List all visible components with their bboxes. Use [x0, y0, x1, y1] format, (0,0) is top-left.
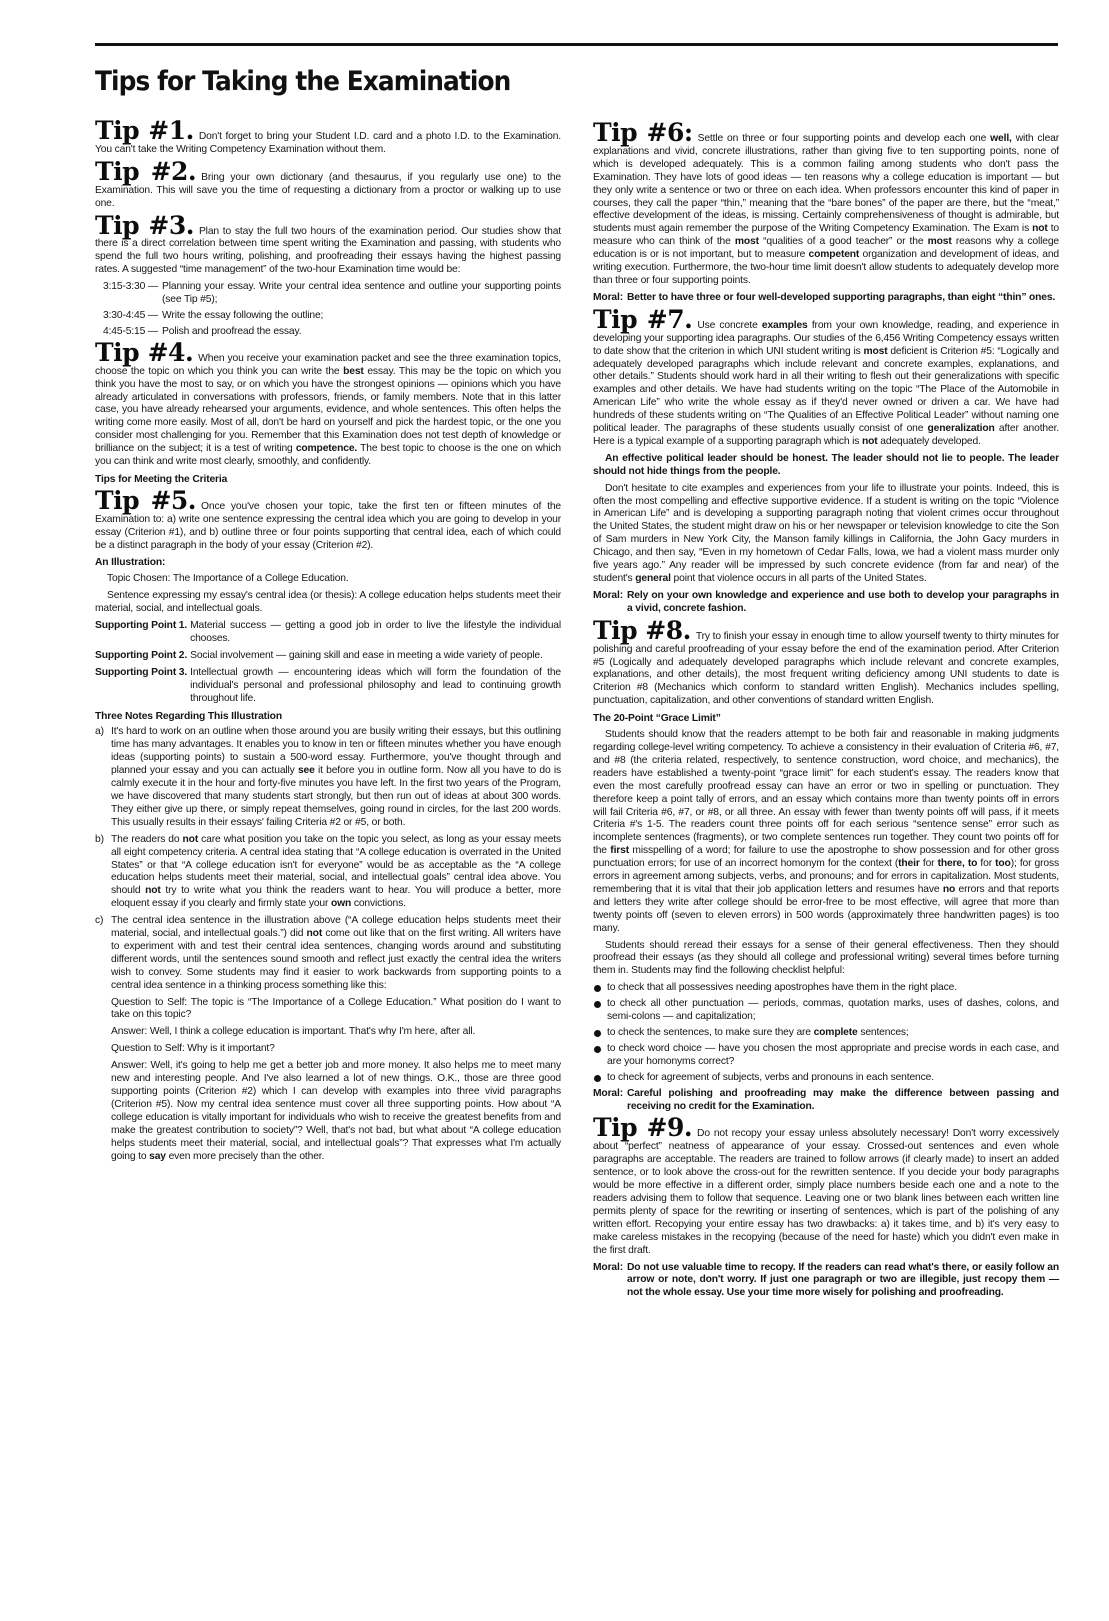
supporting-point-label: Supporting Point 3. [95, 666, 188, 678]
tip-paragraph [593, 615, 1059, 708]
bullet-icon [594, 1001, 601, 1008]
moral-text: Rely on your own knowledge and experience and use both to develop your paragraphs in a vivid, concrete fashion. [627, 589, 1059, 614]
bullet-icon [594, 985, 601, 992]
checklist-text [607, 982, 1059, 995]
checklist-item [593, 1027, 1059, 1040]
schedule-time: 3:15-3:30 — [103, 281, 159, 293]
text-run: Don't hesitate to cite examples and experiences from your life to illustrate your points. Indeed, this is often the most compelling and effective supportive evidence. If a student is writing on the topic “Violence in American Life” and is developing a supporting paragraph noting that violent crimes occur throughout the United States, the student might draw on his or her newspaper or television knowledge to cite the Son of Sam murders in New York City, the Manson family killings in California, the John Gacy murders in Chicago, and then say, “Even in my hometown of Cedar Falls, Iowa, we had a violent mass murder only five years ago.” Any reader will be impressed by such concrete evidence (from far and near) of the student's [593, 482, 1059, 584]
bold-text: most [863, 345, 888, 357]
tip-number-heading: Tip #7. [593, 304, 693, 334]
supporting-point [95, 667, 561, 706]
text-run: Answer: Well, I think a college education is important. That's why I'm here, after all. [111, 1026, 476, 1038]
moral-text: Do not use valuable time to recopy. If the readers can read what's there, or easily follow an arrow or note, don't worry. If just one paragraph or two are illegible, just recopy them — not the whole essay. Use your time more wisely for polishing and proofreading. [627, 1261, 1059, 1299]
moral-label: Moral: [593, 589, 623, 601]
text-run: to check the sentences, to make sure they are [607, 1027, 814, 1038]
text-run: Topic Chosen: The Importance of a College Education. [107, 573, 349, 585]
section-heading: Three Notes Regarding This Illustration [95, 710, 282, 722]
paragraph [593, 729, 1059, 936]
bold-text: general [635, 573, 671, 584]
bold-text: generalization [927, 423, 995, 435]
note-item [95, 915, 561, 992]
note-letter: b) [95, 833, 104, 845]
bullet-icon [594, 1075, 601, 1082]
question-answer [111, 997, 561, 1023]
text-run: Don't forget to bring your Student I.D. card and a photo I.D. to the Examination. You can't take the Writing Competency Examination without them. [95, 131, 561, 155]
moral [593, 1262, 1059, 1301]
tip-paragraph [95, 210, 561, 278]
text-run: Try to finish your essay in enough time to allow yourself twenty to thirty minutes for polishing and careful proofreading of your essay before the end of the examination period. After Criterion #5 (Logically and adequately developed paragraphs which include relevant and concrete examples, explanations, and other details), the most frequent writing deficiency among UNI students to date is Criterion #8 (Mechanics which conform to standard written English). Mechanics includes spelling, punctuation, capitalization, and other conventions of standard written English. [593, 630, 1059, 707]
tip-number-heading: Tip #4. [95, 337, 194, 367]
section-heading: The 20-Point “Grace Limit” [593, 713, 721, 725]
text-run: come out like that on the first writing. All writers have to experiment with and test their central idea sentences, changing words around and substituting different words, until the sentences sound smooth and reflect just exactly the central idea the writers wish to convey. Some students may find it easier to work backwards from supporting points to a central idea sentence in a thinking process something like this: [111, 928, 561, 991]
bold-text: complete [813, 1027, 858, 1038]
note-text [111, 726, 561, 829]
text-run: misspelling of a word; for failure to use the apostrophe to show possession and for other gross punctuation errors; for use of an incorrect homonym for the context ( [593, 845, 1059, 870]
tip-number-heading: Tip #2. [95, 156, 197, 186]
schedule-task: Planning your essay. Write your central idea sentence and outline your supporting points (see Tip #5); [162, 281, 561, 306]
checklist-text [607, 998, 1059, 1024]
bold-text: best [343, 365, 364, 377]
bold-text: there, to [937, 858, 978, 870]
text-run: Settle on three or four supporting points and develop each one [697, 133, 991, 144]
text-run: It's hard to work on an outline when those around you are busily writing their essays, but this outlining time has many advantages. It enables you to know in ten or fifteen minutes whether you have enough ideas (supporting points) to sustain a 500-word essay. Furthermore, you've thought through and planned your essay and you can actually [111, 726, 561, 777]
tip-number-heading: Tip #9. [593, 1113, 693, 1143]
tip-number-heading: Tip #3. [95, 210, 194, 240]
text-run: to check all other punctuation — periods, commas, quotation marks, uses of dashes, colons, and semi-colons — and capitalization; [607, 998, 1059, 1023]
bold-text: say [149, 1150, 166, 1162]
tip-number-heading: Tip #8. [593, 615, 691, 645]
text-run: try to write what you think the readers want to hear. You will produce a better, more eloquent essay if you clearly and firmly state your [111, 885, 561, 910]
bullet-icon [594, 1030, 601, 1037]
tip-paragraph [95, 156, 561, 211]
moral-text: Better to have three or four well-developed supporting paragraphs, than eight “thin” ones. [627, 291, 1056, 303]
tip-paragraph [95, 485, 561, 553]
paragraph [593, 483, 1059, 586]
bold-text: not [1032, 223, 1048, 235]
supporting-point-label: Supporting Point 1. [95, 620, 188, 632]
tip-paragraph [95, 337, 561, 469]
text-run: The readers do [111, 833, 183, 845]
text-run: Sentence expressing my essay's central idea (or thesis): A college education helps students meet their material, social, and intellectual goals. [95, 590, 561, 615]
moral-label: Moral: [593, 1261, 623, 1273]
checklist-item [593, 1043, 1059, 1069]
supporting-point-text: Intellectual growth — encountering ideas which will form the foundation of the individual's personal and professional philosophy and lead to continuing growth throughout life. [190, 666, 561, 704]
bold-text: no [942, 883, 956, 895]
checklist-text [607, 1072, 1059, 1085]
question-answer [111, 1026, 561, 1039]
text-run: Students should know that the readers attempt to be both fair and reasonable in making judgments regarding college-level writing competency. To achieve a consistency in their evaluation of Criteria #6, #7, and #8 (the criteria related, respectively, to sentence construction, word choice, and mechanics), the readers have established a twenty-point “grace limit” for each student's essay. The readers know that even the most carefully proofread essay can have an error or two in spelling or punctuation. They therefore keep a point tally of errors, and an essay which contains more than twenty points off in errors will fail Criteria #6, #7, or #8, or all three. An essay with fewer than twenty points off will pass, if it meets Criteria #'s 1-5. The readers count three points off for each serious “sentence sense” error such as incomplete sentences (fragments), or two complete sentences run together. They count two points off for the [593, 729, 1059, 857]
checklist-text [607, 1043, 1059, 1069]
tip-paragraph [593, 304, 1059, 449]
text-run: “qualities of a good teacher” or the [758, 236, 928, 248]
bold-text: well, [990, 133, 1012, 144]
schedule-task: Write the essay following the outline; [162, 309, 324, 321]
text-run: from your own knowledge, reading, and experience in developing your supporting idea paragraphs. Our studies of the 6,456 Writing Competency essays written to date show that the criterion in which UNI student writing is [593, 319, 1059, 357]
text-run: Bring your own dictionary (and thesaurus, if you regularly use one) to the Examination. This will save you the time of requesting a dictionary from a proctor or walking up to use one. [95, 171, 561, 209]
bullet-icon [594, 1046, 601, 1053]
bold-text: most [734, 236, 759, 248]
text-run: The central idea sentence in the illustration above (“A college education helps students meet their material, social, and intellectual goals.”) did [111, 915, 561, 940]
tip-paragraph [95, 116, 561, 157]
tip-number-heading: Tip #6: [593, 118, 693, 147]
moral-label: Moral: [593, 291, 623, 303]
text-run: ); for gross errors in agreement among subjects, verbs, and pronouns; and for errors in capitalization. Most students, remembering that it is vital that their job application letters and resumes have [593, 858, 1059, 895]
schedule-time: 3:30-4:45 — [103, 309, 159, 321]
checklist-item [593, 998, 1059, 1024]
section-heading: An Illustration: [95, 557, 166, 569]
bold-text: not [145, 885, 161, 897]
text-run: with clear explanations and vivid, concrete illustrations, rather than giving five to ten supporting points, none of which is developed adequately. This is a common failing among students who don't pass the Examination. They have lots of good ideas — ten reasons why a college education is important — but they only write a sentence or two or three on each idea. When professors encounter this kind of paper in courses, they call the paper “thin,” meaning that the “bare bones” of the paper are there, but the “meat,” effective development of the ideas, is missing. Certainly comprehensiveness of thought is admirable, but students must again remember the purpose of the Writing Competency Examination. The Exam is [593, 133, 1060, 235]
schedule-task: Polish and proofread the essay. [162, 325, 302, 337]
bold-text: see [297, 765, 315, 777]
question-answer [111, 1060, 561, 1163]
question-answer [111, 1043, 561, 1056]
text-run: even more precisely than the other. [165, 1150, 325, 1162]
moral-label: Moral: [593, 1087, 623, 1099]
text-run: Plan to stay the full two hours of the examination period. Our studies show that there is a direct correlation between time spent writing the Examination and passing, with students who spend the full two hours writing, polishing, and proofreading their essays having the highest passing rates. A suggested “time management” of the two-hour Examination time would be: [95, 225, 561, 276]
tip-paragraph [593, 118, 1060, 288]
text-run: Students should reread their essays for a sense of their general effectiveness. Then they should proofread their essays (as they should all college and professional writing) several times before turning them in. Students may find the following checklist helpful: [593, 939, 1059, 977]
bold-text: not [182, 833, 199, 845]
note-text [111, 834, 561, 911]
text-run: Once you've chosen your topic, take the first ten or fifteen minutes of the Examination to: a) write one sentence expressing the central idea which you are going to develop in your essay (Criterion #1), and b) outline three or four points supporting that central idea, each of which could be a distinct paragraph in the body of your essay (Criterion #2). [95, 500, 561, 551]
text-run: Question to Self: Why is it important? [111, 1043, 275, 1055]
supporting-point-text: Material success — getting a good job in order to live the lifestyle the individual chooses. [190, 620, 561, 644]
paragraph [95, 590, 561, 616]
text-run: An effective political leader should be honest. The leader should not lie to people. The leader should not hide things from the people. [593, 452, 1059, 477]
checklist-item [593, 1072, 1059, 1085]
moral [593, 1088, 1059, 1114]
text-run: reasons why a college education is or is not important, but to measure [593, 236, 1060, 261]
bold-text: first [610, 845, 629, 857]
text-run: deficient is Criterion #5: “Logically and adequately developed paragraphs which include relevant and concrete examples, explanations, and other details.” Students should work hard in all their writing to flesh out their generalizations with specific examples and other details. We have had students writing on the topic “The Place of the Automobile in American Life” who write the whole essay as if they'd never owned or driven a car. We have had hundreds of these students writing on “The Qualities of an Effective Political Leader” without naming one political leader. The paragraphs of these students usually consist of one [593, 345, 1059, 435]
page-title: Tips for Taking the Examination [95, 66, 511, 97]
text-run: convictions. [351, 898, 406, 910]
schedule-time: 4:45-5:15 — [103, 325, 159, 337]
text-run: after another. Here is a typical example of a supporting paragraph which is [593, 423, 1059, 447]
bold-text: their [898, 858, 920, 870]
bold-text: not [862, 435, 878, 447]
text-run: Question to Self: The topic is “The Importance of a College Education.” What position do I want to take on this topic? [111, 996, 561, 1021]
text-run: Answer: Well, it's going to help me get a better job and more money. It also helps me to meet many new and interesting people. And I've also learned a lot of new things. O.K., those are three good supporting points (Criterion #2) which I can develop with examples into three vivid paragraphs (Criterion #5). Now my central idea sentence must cover all three supporting points. How about “A college education is vitally important for individuals who wish to receive the greatest benefits from and make the greatest contribution to society”? Well, that's not bad, but what about “A college education helps students meet their material, social, and intellectual goals”? That expresses what I'm actually going to [111, 1060, 561, 1162]
bold-text: most [927, 236, 952, 248]
text-run: essay. This may be the topic on which you think you have the most to say, or on which you have the strongest opinions — opinions which you have already articulated in conversations with professors, friends, or family members. Note that in this latter case, you have already rehearsed your arguments, evidence, and whole sentences. This often helps the writing come more easily. Most of all, don't be hard on yourself and pick the hardest topic, or the one you consider most challenging for you. Remember that this Examination does not test depth of knowledge or brilliance on the subject; it is a test of writing [95, 365, 561, 455]
left-column [95, 116, 561, 1167]
supporting-point-label: Supporting Point 2. [95, 649, 188, 661]
paragraph [593, 940, 1059, 979]
schedule-row [103, 310, 561, 323]
paragraph [95, 573, 561, 586]
text-run: Use concrete [697, 319, 762, 331]
supporting-point [95, 620, 561, 646]
checklist-item [593, 982, 1059, 995]
note-text [111, 915, 561, 992]
schedule-row [103, 281, 561, 307]
text-run: When you receive your examination packet and see the three examination topics, choose the topic on which you think you can write the [95, 352, 561, 377]
supporting-point [95, 650, 561, 663]
note-item [95, 834, 561, 911]
text-run: to check that all possessives needing apostrophes have them in the right place. [607, 982, 957, 994]
note-item [95, 726, 561, 829]
paragraph [593, 453, 1059, 479]
text-run: to check word choice — have you chosen the most appropriate and precise words in each case, and are your homonyms correct? [607, 1042, 1059, 1067]
moral [593, 590, 1059, 616]
text-run: sentences; [857, 1027, 909, 1038]
note-letter: c) [95, 915, 104, 927]
text-run: for [919, 858, 938, 870]
text-run: organization and development of ideas, and writing execution. Furthermore, the two-hour time limit doesn't allow students to adequately develop more than three or four supporting points. [593, 249, 1059, 286]
tip-number-heading: Tip #1. [95, 116, 194, 145]
top-rule [95, 43, 1058, 46]
schedule-row [103, 326, 561, 339]
text-run: care what position you take on the topic you select, as long as your essay meets all eight competency criteria. A central idea stating that “A college education is overrated in the United States” or that “A college education isn't for everyone” would be as acceptable as the “A college education helps students meet their material, social, and intellectual goals” central idea above. You should [111, 833, 561, 897]
bold-text: own [330, 898, 352, 910]
text-run: point that violence occurs in all parts of the United States. [670, 573, 927, 584]
text-run: to check for agreement of subjects, verbs and pronouns in each sentence. [607, 1071, 934, 1083]
bold-text: competent [808, 249, 860, 261]
text-run: errors and that reports and letters they write after college should be error-free to be most effective, will agree that more than twenty points off (seven to eleven errors) in 500 words (approximately three handwritten pages) is too many. [593, 883, 1060, 934]
text-run: to measure who can think of the [593, 223, 1059, 248]
text-run: Do not recopy your essay unless absolutely necessary! Don't worry excessively about “perfect” neatness of appearance of your essay. Crossed-out sentences and even whole paragraphs are acceptable. The readers are trained to follow arrows (if clearly made) to insert an added sentence, or to look above the cross-out for the rewritten sentence. If you decide your body paragraphs would be more effective in a different order, simply place numbers beside each one and a note to the readers advising them to follow that sequence. Leaving one or two blank lines between each written line permits plenty of space for the rewriting or inserting of sentences, which is part of the polishing of any written effort. Recopying your entire essay has two drawbacks: a) it takes time, and b) it's very easy to make careless mistakes in the recopying (because of the need for haste) which you didn't even make in the first draft. [593, 1128, 1059, 1256]
bold-text: not [306, 928, 323, 940]
text-run: it before you in outline form. Now all you have to do is calmly execute it in the hour and forty-five minutes you have left. In the first two years of the Program, we have discovered that many students start strongly, but then run out of ideas at about 300 words. They either give up there, or simply repeat themselves, going round in circles, for the last 200 words. This usually results in their essays' failing Criteria #2 or #5, or both. [111, 765, 561, 828]
tip-number-heading: Tip #5. [95, 485, 197, 515]
right-column [593, 118, 1060, 1304]
bold-text: examples [761, 319, 808, 331]
bold-text: too [995, 858, 1011, 870]
tip-paragraph [593, 1113, 1059, 1257]
supporting-point-text: Social involvement — gaining skill and ease in meeting a wide variety of people. [190, 649, 543, 661]
moral [593, 292, 1059, 305]
moral-text: Careful polishing and proofreading may make the difference between passing and receiving no credit for the Examination. [627, 1087, 1059, 1112]
bold-text: competence. [295, 443, 358, 455]
text-run: adequately developed. [877, 435, 981, 447]
text-run: The best topic to choose is the one on which you can think and write most clearly, smoothly, and confidently. [95, 443, 561, 468]
note-letter: a) [95, 726, 104, 738]
text-run: for [977, 858, 996, 870]
checklist-text [607, 1027, 1059, 1040]
section-heading: Tips for Meeting the Criteria [95, 473, 228, 485]
